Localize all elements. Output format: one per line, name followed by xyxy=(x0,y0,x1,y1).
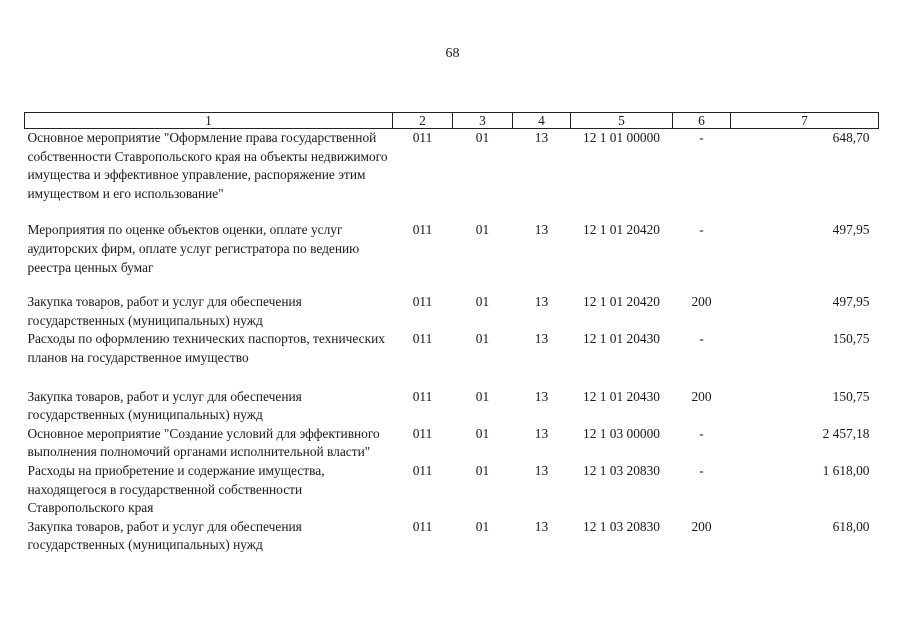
row-subsection-code: 13 xyxy=(534,462,549,478)
row-target-article: 12 1 01 20420 xyxy=(583,222,660,238)
column-header-1: 1 xyxy=(25,113,393,129)
row-name: Основное мероприятие "Создание условий для эффективного выполнения полномочий органами исполнительной власти" xyxy=(27,425,380,460)
row-expense-type: 200 xyxy=(691,294,712,310)
row-target-article: 12 1 03 00000 xyxy=(583,425,660,441)
row-expense-type: 200 xyxy=(691,518,712,534)
table-row xyxy=(25,330,879,387)
row-ministry-code: 011 xyxy=(412,130,433,145)
row-ministry-code: 011 xyxy=(412,388,433,404)
row-ministry-code: 011 xyxy=(412,518,433,534)
row-subsection-code: 13 xyxy=(534,425,549,441)
row-subsection-code: 13 xyxy=(534,222,549,238)
table-row xyxy=(25,388,879,425)
row-subsection-code: 13 xyxy=(534,518,549,534)
row-name: Закупка товаров, работ и услуг для обеспечения государственных (муниципальных) нужд xyxy=(27,518,302,553)
table-row xyxy=(25,462,879,518)
row-name: Закупка товаров, работ и услуг для обеспечения государственных (муниципальных) нужд xyxy=(27,388,302,423)
table-row xyxy=(25,425,879,462)
row-section-code: 01 xyxy=(475,294,490,310)
table-row xyxy=(25,293,879,330)
row-target-article: 12 1 01 20430 xyxy=(583,388,660,404)
row-target-article: 12 1 03 20830 xyxy=(583,462,660,478)
row-target-article: 12 1 01 00000 xyxy=(583,130,660,145)
table-row xyxy=(25,518,879,555)
row-amount: 150,75 xyxy=(832,388,870,404)
row-name: Расходы на приобретение и содержание имущества, находящегося в государственной собственности Ставропольского края xyxy=(27,462,325,516)
row-ministry-code: 011 xyxy=(412,222,433,238)
column-header-5: 5 xyxy=(571,113,673,129)
row-amount: 150,75 xyxy=(832,331,870,347)
row-ministry-code: 011 xyxy=(412,425,433,441)
row-section-code: 01 xyxy=(475,388,490,404)
row-expense-type: 200 xyxy=(691,388,712,404)
row-expense-type: - xyxy=(699,425,704,441)
row-subsection-code: 13 xyxy=(534,331,549,347)
row-subsection-code: 13 xyxy=(534,294,549,310)
header-row xyxy=(25,113,879,129)
row-amount: 618,00 xyxy=(832,518,870,534)
row-name: Расходы по оформлению технических паспортов, технических планов на государственное имущество xyxy=(27,331,385,365)
row-subsection-code: 13 xyxy=(534,130,549,145)
row-name: Закупка товаров, работ и услуг для обеспечения государственных (муниципальных) нужд xyxy=(27,294,302,328)
row-ministry-code: 011 xyxy=(412,331,433,347)
column-header-6: 6 xyxy=(673,113,731,129)
row-ministry-code: 011 xyxy=(412,462,433,478)
row-section-code: 01 xyxy=(475,331,490,347)
column-header-2: 2 xyxy=(393,113,453,129)
row-name: Основное мероприятие "Оформление права государственной собственности Ставропольского края на объекты недвижимого имущества и эффективное управление, распоряжение этим имуществом и его использование" xyxy=(27,130,388,201)
row-amount: 497,95 xyxy=(832,294,870,310)
row-expense-type: - xyxy=(699,222,704,238)
row-section-code: 01 xyxy=(475,518,490,534)
budget-table xyxy=(24,112,879,555)
row-amount: 648,70 xyxy=(832,130,870,145)
row-section-code: 01 xyxy=(475,462,490,478)
column-header-4: 4 xyxy=(513,113,571,129)
row-expense-type: - xyxy=(699,130,704,145)
row-subsection-code: 13 xyxy=(534,388,549,404)
column-header-3: 3 xyxy=(453,113,513,129)
row-section-code: 01 xyxy=(475,222,490,238)
row-amount: 1 618,00 xyxy=(822,462,870,478)
column-header-7: 7 xyxy=(731,113,879,129)
table-row xyxy=(25,129,879,222)
row-section-code: 01 xyxy=(475,425,490,441)
row-expense-type: - xyxy=(699,331,704,347)
row-name: Мероприятия по оценке объектов оценки, оплате услуг аудиторских фирм, оплате услуг регистратора по ведению реестра ценных бумаг xyxy=(27,222,360,275)
row-expense-type: - xyxy=(699,462,704,478)
row-target-article: 12 1 01 20430 xyxy=(583,331,660,347)
row-amount: 497,95 xyxy=(832,222,870,238)
table-row xyxy=(25,221,879,293)
row-target-article: 12 1 01 20420 xyxy=(583,294,660,310)
row-ministry-code: 011 xyxy=(412,294,433,310)
row-target-article: 12 1 03 20830 xyxy=(583,518,660,534)
row-amount: 2 457,18 xyxy=(822,425,870,441)
page-number: 68 xyxy=(445,46,460,61)
row-section-code: 01 xyxy=(475,130,490,145)
